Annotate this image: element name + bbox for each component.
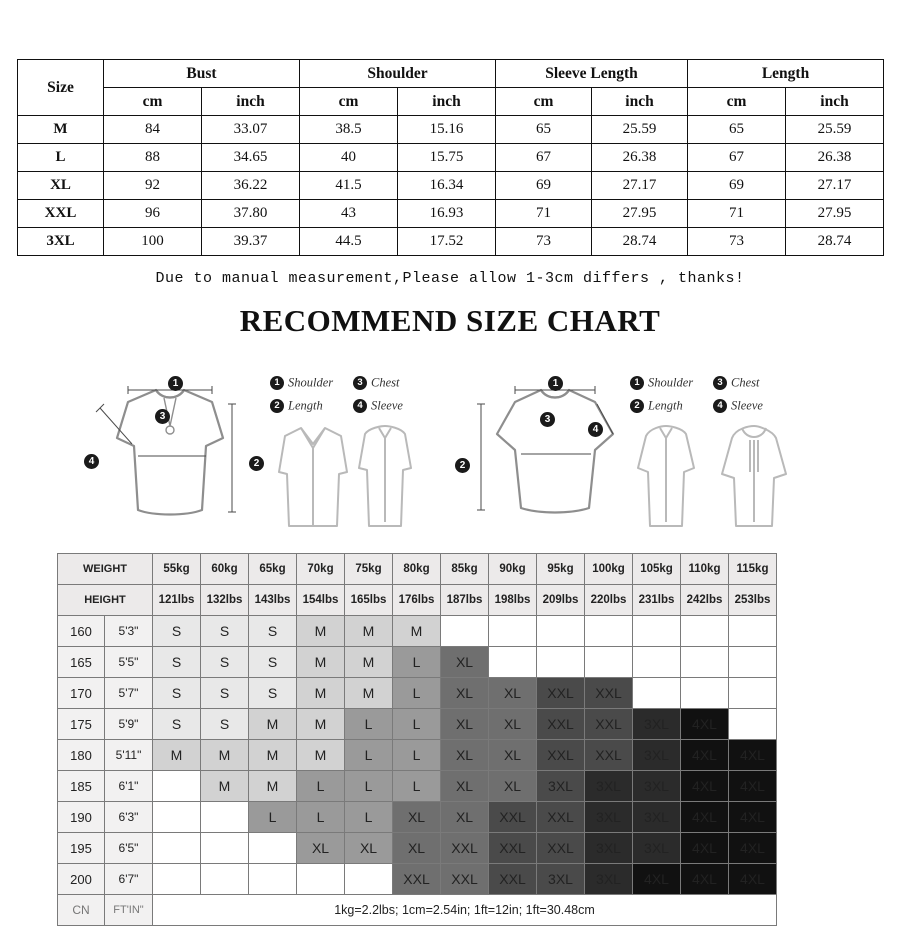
weight-kg-header: 85kg (441, 554, 489, 585)
cell: 28.74 (592, 228, 688, 256)
size-cell: L (345, 771, 393, 802)
unit-header: inch (592, 88, 688, 116)
size-cell: S (201, 678, 249, 709)
cn-label: CN (58, 895, 105, 926)
cell: 71 (496, 200, 592, 228)
size-cell: 3XL (633, 833, 681, 864)
garment-size-table (17, 59, 883, 256)
group-header-shoulder: Shoulder (300, 60, 496, 88)
height-cm: 180 (58, 740, 105, 771)
weight-kg-header: 55kg (153, 554, 201, 585)
legend-label: Length (648, 398, 683, 413)
cell: 36.22 (202, 172, 300, 200)
cell: 88 (104, 144, 202, 172)
legend-left-shoulder (270, 375, 333, 391)
size-cell (201, 864, 249, 895)
size-cell: XXL (585, 709, 633, 740)
size-cell (489, 616, 537, 647)
weight-lbs-header: 154lbs (297, 585, 345, 616)
weight-lbs-header: 253lbs (729, 585, 777, 616)
height-ft: 6'1" (105, 771, 153, 802)
size-cell (537, 647, 585, 678)
marker-3-right: 3 (540, 412, 555, 427)
unit-header: cm (688, 88, 786, 116)
marker-4-right: 4 (588, 422, 603, 437)
cell: 40 (300, 144, 398, 172)
weight-label: WEIGHT (58, 554, 153, 585)
cell: 33.07 (202, 116, 300, 144)
height-cm: 185 (58, 771, 105, 802)
size-cell: 4XL (729, 771, 777, 802)
size-cell: XXL (537, 709, 585, 740)
size-cell: M (297, 647, 345, 678)
legend-label: Length (288, 398, 323, 413)
weight-kg-header: 100kg (585, 554, 633, 585)
cell: 15.75 (398, 144, 496, 172)
weight-lbs-header: 187lbs (441, 585, 489, 616)
size-cell: XL (441, 709, 489, 740)
matrix-row (58, 864, 777, 895)
size-cell: L (297, 802, 345, 833)
conversion-note: 1kg=2.2lbs; 1cm=2.54in; 1ft=12in; 1ft=30.48cm (153, 895, 777, 926)
marker-1-right: 1 (548, 376, 563, 391)
cell: 67 (688, 144, 786, 172)
size-cell: XXL (489, 864, 537, 895)
weight-lbs-header: 231lbs (633, 585, 681, 616)
cell: 69 (688, 172, 786, 200)
cell: 16.93 (398, 200, 496, 228)
unit-header: cm (300, 88, 398, 116)
unit-header: inch (202, 88, 300, 116)
size-cell: XL (441, 647, 489, 678)
size-cell (345, 864, 393, 895)
size-cell: S (201, 709, 249, 740)
unit-header: inch (786, 88, 884, 116)
marker-3-left: 3 (155, 409, 170, 424)
weight-kg-header: 110kg (681, 554, 729, 585)
size-cell: 3XL (585, 833, 633, 864)
matrix-row (58, 616, 777, 647)
size-cell: M (249, 771, 297, 802)
cell: 39.37 (202, 228, 300, 256)
weight-lbs-header: 121lbs (153, 585, 201, 616)
size-cell (249, 864, 297, 895)
cell: 27.95 (592, 200, 688, 228)
page-title: RECOMMEND SIZE CHART (239, 303, 661, 338)
matrix-footer-row (58, 895, 777, 926)
height-weight-size-matrix (57, 553, 777, 926)
legend-label: Shoulder (288, 375, 334, 390)
size-cell (633, 616, 681, 647)
size-cell (297, 864, 345, 895)
marker-2-left: 2 (249, 456, 264, 471)
legend-right-shoulder (630, 375, 693, 391)
row-size-label: L (18, 144, 104, 172)
size-cell: 3XL (585, 864, 633, 895)
size-cell: M (297, 616, 345, 647)
size-cell: XL (297, 833, 345, 864)
size-cell: 4XL (681, 740, 729, 771)
cell: 38.5 (300, 116, 398, 144)
weight-kg-header: 70kg (297, 554, 345, 585)
legend-number: 3 (713, 376, 727, 390)
size-cell: 4XL (633, 864, 681, 895)
size-cell (153, 771, 201, 802)
legend-left-chest (353, 375, 399, 391)
matrix-weight-lbs-row (58, 585, 777, 616)
legend-label: Shoulder (648, 375, 694, 390)
size-cell: XXL (393, 864, 441, 895)
size-cell (729, 647, 777, 678)
group-header-bust: Bust (104, 60, 300, 88)
cell: 73 (496, 228, 592, 256)
size-cell: S (249, 647, 297, 678)
legend-right-sleeve (713, 398, 763, 414)
size-cell: XL (345, 833, 393, 864)
size-cell (729, 616, 777, 647)
cell: 100 (104, 228, 202, 256)
size-cell: S (201, 647, 249, 678)
size-cell: L (393, 647, 441, 678)
size-cell (681, 647, 729, 678)
cell: 41.5 (300, 172, 398, 200)
height-ft: 5'7" (105, 678, 153, 709)
height-ft: 6'5" (105, 833, 153, 864)
table-unit-row (18, 88, 884, 116)
size-cell: XL (393, 833, 441, 864)
cell: 34.65 (202, 144, 300, 172)
legend-label: Sleeve (731, 398, 763, 413)
height-cm: 200 (58, 864, 105, 895)
height-cm: 170 (58, 678, 105, 709)
size-cell: XL (441, 740, 489, 771)
cell: 92 (104, 172, 202, 200)
size-cell: M (345, 616, 393, 647)
matrix-row (58, 678, 777, 709)
size-cell: L (345, 709, 393, 740)
matrix-row (58, 802, 777, 833)
row-size-label: 3XL (18, 228, 104, 256)
cell: 15.16 (398, 116, 496, 144)
size-cell (537, 616, 585, 647)
size-cell (441, 616, 489, 647)
size-cell: 3XL (537, 771, 585, 802)
garment-illustrations (0, 350, 900, 545)
size-cell: XXL (441, 833, 489, 864)
size-cell: XXL (585, 678, 633, 709)
cell: 16.34 (398, 172, 496, 200)
cell: 65 (688, 116, 786, 144)
size-cell: S (249, 678, 297, 709)
size-cell: L (297, 771, 345, 802)
measurement-note: Due to manual measurement,Please allow 1-3cm differs , thanks! (155, 270, 745, 287)
legend-number: 4 (713, 399, 727, 413)
unit-header: cm (496, 88, 592, 116)
height-cm: 165 (58, 647, 105, 678)
size-cell (201, 802, 249, 833)
cell: 84 (104, 116, 202, 144)
size-cell: XL (441, 771, 489, 802)
legend-number: 1 (270, 376, 284, 390)
cell: 65 (496, 116, 592, 144)
size-cell: XXL (537, 833, 585, 864)
height-cm: 190 (58, 802, 105, 833)
size-cell: 4XL (681, 709, 729, 740)
size-cell: 3XL (633, 802, 681, 833)
matrix-row (58, 647, 777, 678)
group-header-length: Length (688, 60, 884, 88)
size-cell: XL (489, 709, 537, 740)
size-cell: XXL (441, 864, 489, 895)
cell: 73 (688, 228, 786, 256)
matrix-row (58, 771, 777, 802)
short-sleeve-tee-illustration (445, 360, 645, 550)
table-row (18, 228, 884, 256)
height-ft: 6'7" (105, 864, 153, 895)
row-size-label: M (18, 116, 104, 144)
legend-left-length (270, 398, 323, 414)
cell: 27.17 (592, 172, 688, 200)
legend-label: Chest (731, 375, 760, 390)
size-cell: S (249, 616, 297, 647)
weight-lbs-header: 143lbs (249, 585, 297, 616)
size-cell: L (345, 740, 393, 771)
size-cell: XL (393, 802, 441, 833)
row-size-label: XL (18, 172, 104, 200)
size-cell (153, 802, 201, 833)
height-cm: 175 (58, 709, 105, 740)
size-cell: XXL (537, 802, 585, 833)
marker-2-right: 2 (455, 458, 470, 473)
size-cell: XL (489, 678, 537, 709)
size-cell: XXL (537, 740, 585, 771)
size-cell: S (201, 616, 249, 647)
size-cell: S (153, 616, 201, 647)
size-cell (201, 833, 249, 864)
cell: 71 (688, 200, 786, 228)
size-cell (489, 647, 537, 678)
size-cell: 4XL (729, 864, 777, 895)
row-size-label: XXL (18, 200, 104, 228)
size-cell: 4XL (681, 802, 729, 833)
size-cell: XXL (585, 740, 633, 771)
table-row (18, 200, 884, 228)
table-row (18, 172, 884, 200)
size-cell: M (393, 616, 441, 647)
shirt-hoodie-illustration (620, 418, 800, 538)
size-cell (153, 864, 201, 895)
legend-number: 3 (353, 376, 367, 390)
height-ft: 6'3" (105, 802, 153, 833)
size-cell: M (201, 771, 249, 802)
ftin-label: FT'IN" (105, 895, 153, 926)
weight-lbs-header: 220lbs (585, 585, 633, 616)
matrix-row (58, 833, 777, 864)
size-cell: 4XL (729, 833, 777, 864)
size-cell: S (153, 709, 201, 740)
weight-lbs-header: 198lbs (489, 585, 537, 616)
blazer-shirt-illustration (265, 418, 425, 538)
cell: 25.59 (786, 116, 884, 144)
cell: 17.52 (398, 228, 496, 256)
weight-kg-header: 90kg (489, 554, 537, 585)
size-cell: M (297, 678, 345, 709)
height-ft: 5'9" (105, 709, 153, 740)
size-cell: S (153, 678, 201, 709)
size-cell: XXL (489, 802, 537, 833)
height-ft: 5'5" (105, 647, 153, 678)
size-cell: M (201, 740, 249, 771)
height-ft: 5'3" (105, 616, 153, 647)
size-cell: L (393, 740, 441, 771)
legend-left-sleeve (353, 398, 403, 414)
legend-label: Sleeve (371, 398, 403, 413)
matrix-row (58, 709, 777, 740)
size-cell: 3XL (633, 740, 681, 771)
size-cell (153, 833, 201, 864)
size-cell (633, 647, 681, 678)
height-cm: 160 (58, 616, 105, 647)
matrix-weight-header-row (58, 554, 777, 585)
size-cell: XL (489, 740, 537, 771)
cell: 67 (496, 144, 592, 172)
weight-lbs-header: 165lbs (345, 585, 393, 616)
weight-kg-header: 80kg (393, 554, 441, 585)
size-cell: XL (441, 678, 489, 709)
legend-number: 4 (353, 399, 367, 413)
cell: 44.5 (300, 228, 398, 256)
legend-right-chest (713, 375, 759, 391)
legend-number: 2 (270, 399, 284, 413)
unit-header: cm (104, 88, 202, 116)
size-cell: 4XL (681, 864, 729, 895)
unit-header: inch (398, 88, 496, 116)
legend-right-length (630, 398, 683, 414)
size-cell: XL (441, 802, 489, 833)
weight-lbs-header: 209lbs (537, 585, 585, 616)
size-cell: 4XL (681, 771, 729, 802)
size-cell (585, 616, 633, 647)
cell: 96 (104, 200, 202, 228)
size-cell: L (393, 678, 441, 709)
size-cell: M (249, 709, 297, 740)
table-row (18, 116, 884, 144)
size-cell: L (393, 771, 441, 802)
size-cell (249, 833, 297, 864)
size-cell: 3XL (633, 709, 681, 740)
size-cell: XXL (489, 833, 537, 864)
cell: 37.80 (202, 200, 300, 228)
size-cell: 3XL (633, 771, 681, 802)
marker-4-left: 4 (84, 454, 99, 469)
height-cm: 195 (58, 833, 105, 864)
height-ft: 5'11" (105, 740, 153, 771)
size-column-header: Size (18, 60, 104, 116)
marker-1-left: 1 (168, 376, 183, 391)
legend-number: 2 (630, 399, 644, 413)
size-cell: M (345, 647, 393, 678)
cell: 27.17 (786, 172, 884, 200)
size-cell: L (345, 802, 393, 833)
weight-lbs-header: 132lbs (201, 585, 249, 616)
size-cell: XL (489, 771, 537, 802)
weight-kg-header: 75kg (345, 554, 393, 585)
cell: 26.38 (786, 144, 884, 172)
size-cell: M (249, 740, 297, 771)
size-cell: M (153, 740, 201, 771)
size-cell: 3XL (585, 802, 633, 833)
cell: 25.59 (592, 116, 688, 144)
weight-kg-header: 105kg (633, 554, 681, 585)
weight-kg-header: 95kg (537, 554, 585, 585)
size-cell (585, 647, 633, 678)
cell: 27.95 (786, 200, 884, 228)
size-cell: M (345, 678, 393, 709)
size-cell (633, 678, 681, 709)
size-cell: 3XL (585, 771, 633, 802)
height-label: HEIGHT (58, 585, 153, 616)
cell: 28.74 (786, 228, 884, 256)
weight-kg-header: 65kg (249, 554, 297, 585)
size-cell: 4XL (681, 833, 729, 864)
weight-kg-header: 115kg (729, 554, 777, 585)
size-cell: 4XL (729, 802, 777, 833)
size-cell (681, 678, 729, 709)
size-cell (729, 709, 777, 740)
size-cell: XXL (537, 678, 585, 709)
table-row (18, 144, 884, 172)
matrix-row (58, 740, 777, 771)
size-cell: L (393, 709, 441, 740)
weight-lbs-header: 176lbs (393, 585, 441, 616)
weight-kg-header: 60kg (201, 554, 249, 585)
size-cell (681, 616, 729, 647)
cell: 69 (496, 172, 592, 200)
cell: 26.38 (592, 144, 688, 172)
cell: 43 (300, 200, 398, 228)
size-cell (729, 678, 777, 709)
size-cell: S (153, 647, 201, 678)
size-cell: 3XL (537, 864, 585, 895)
table-header-row (18, 60, 884, 88)
weight-lbs-header: 242lbs (681, 585, 729, 616)
group-header-sleeve-length: Sleeve Length (496, 60, 688, 88)
size-cell: 4XL (729, 740, 777, 771)
legend-number: 1 (630, 376, 644, 390)
size-cell: M (297, 740, 345, 771)
size-cell: M (297, 709, 345, 740)
size-cell: L (249, 802, 297, 833)
legend-label: Chest (371, 375, 400, 390)
